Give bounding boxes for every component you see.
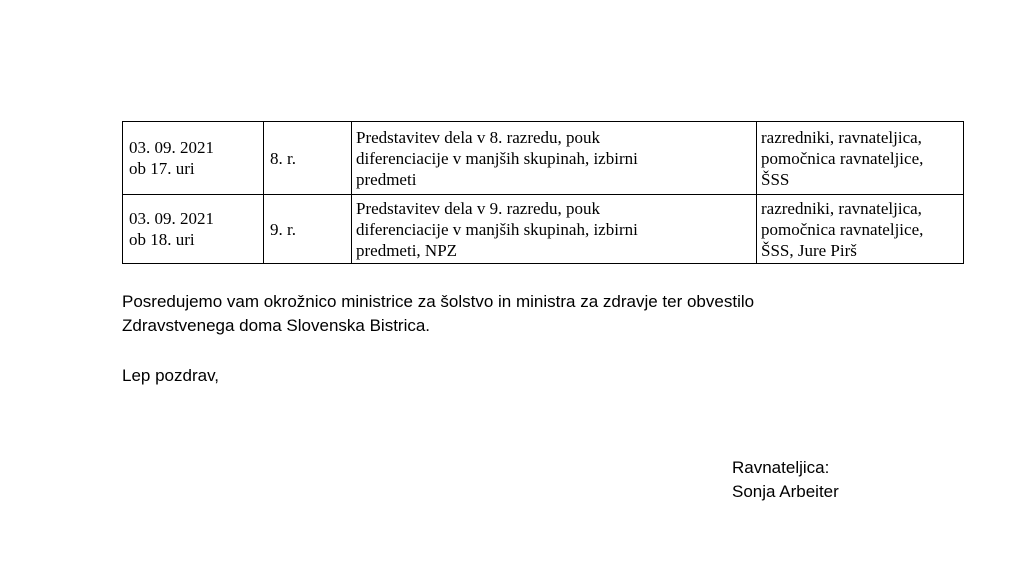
description-line: predmeti, NPZ [356,240,458,260]
signature-role: Ravnateljica: [732,458,830,477]
signature-block [732,456,839,504]
intro-line: Zdravstvenega doma Slovenska Bistrica. [122,316,431,335]
date-cell [123,195,264,264]
time-line: ob 18. uri [129,230,195,249]
class-cell: 9. r. [264,195,352,264]
description-line: Predstavitev dela v 8. razredu, pouk [356,127,601,147]
signature-name: Sonja Arbeiter [732,482,839,501]
people-cell [757,195,964,264]
intro-line: Posredujemo vam okrožnico ministrice za šolstvo in ministra za zdravje ter obvestilo [122,292,755,311]
table-row [123,195,964,264]
description-line: Predstavitev dela v 9. razredu, pouk [356,198,601,218]
description-line: diferenciacije v manjših skupinah, izbirni [356,219,638,239]
people-line: pomočnica ravnateljice, [761,219,924,239]
people-line: pomočnica ravnateljice, [761,148,924,168]
date-line: 03. 09. 2021 [129,209,214,228]
schedule-table [122,121,964,264]
table-row [123,122,964,195]
class-cell: 8. r. [264,122,352,195]
people-line: ŠSS [761,169,790,189]
people-line: razredniki, ravnateljica, [761,127,922,147]
people-line: ŠSS, Jure Pirš [761,240,857,260]
description-line: diferenciacije v manjših skupinah, izbirni [356,148,638,168]
people-cell [757,122,964,195]
description-cell [352,122,757,195]
description-line: predmeti [356,169,417,189]
people-line: razredniki, ravnateljica, [761,198,922,218]
date-line: 03. 09. 2021 [129,138,214,157]
time-line: ob 17. uri [129,159,195,178]
intro-paragraph [122,290,982,338]
greeting: Lep pozdrav, [122,366,220,385]
description-cell [352,195,757,264]
date-cell [123,122,264,195]
